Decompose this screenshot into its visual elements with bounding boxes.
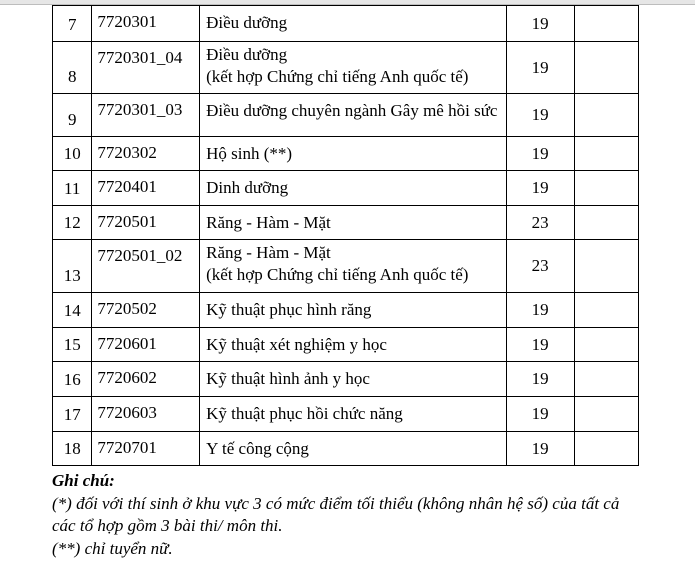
major-name	[200, 137, 506, 171]
major-name	[200, 94, 506, 137]
major-code: 7720701	[92, 432, 200, 466]
table-row	[53, 6, 639, 42]
empty-cell	[574, 6, 638, 42]
major-name-line: Y tế công cộng	[206, 439, 309, 458]
row-number: 9	[53, 94, 92, 137]
note-line-2: các tổ hợp gồm 3 bài thi/ môn thi.	[52, 516, 283, 535]
table-row	[53, 94, 639, 137]
major-name	[200, 206, 506, 240]
row-number: 13	[53, 240, 92, 293]
empty-cell	[574, 94, 638, 137]
major-name-line: (kết hợp Chứng chỉ tiếng Anh quốc tế)	[206, 67, 469, 86]
row-number: 17	[53, 397, 92, 432]
major-name-line: Hộ sinh (**)	[206, 144, 293, 163]
empty-cell	[574, 171, 638, 206]
major-name	[200, 6, 506, 42]
min-score: 19	[506, 171, 574, 206]
row-number: 11	[53, 171, 92, 206]
table-row	[53, 432, 639, 466]
major-name-line: Kỹ thuật phục hồi chức năng	[206, 404, 403, 423]
min-score: 19	[506, 6, 574, 42]
row-number: 18	[53, 432, 92, 466]
row-number: 8	[53, 42, 92, 94]
min-score: 19	[506, 397, 574, 432]
min-score: 19	[506, 42, 574, 94]
major-code: 7720602	[92, 362, 200, 397]
empty-cell	[574, 240, 638, 293]
table-row	[53, 42, 639, 94]
major-name-line: Răng - Hàm - Mặt	[206, 213, 331, 232]
major-code: 7720302	[92, 137, 200, 171]
row-number: 7	[53, 6, 92, 42]
empty-cell	[574, 137, 638, 171]
empty-cell	[574, 293, 638, 328]
major-name	[200, 240, 506, 293]
major-code: 7720301	[92, 6, 200, 42]
row-number: 16	[53, 362, 92, 397]
empty-cell	[574, 362, 638, 397]
min-score: 19	[506, 362, 574, 397]
major-name-line: Điều dưỡng chuyên ngành Gây mê hồi sức	[206, 101, 498, 120]
min-score: 19	[506, 94, 574, 137]
major-code: 7720301_03	[92, 94, 200, 137]
major-code: 7720502	[92, 293, 200, 328]
major-name-line: Điều dưỡng	[206, 45, 288, 64]
admission-score-table	[52, 5, 639, 466]
major-code: 7720401	[92, 171, 200, 206]
row-number: 10	[53, 137, 92, 171]
row-number: 15	[53, 328, 92, 362]
major-name	[200, 328, 506, 362]
min-score: 23	[506, 206, 574, 240]
empty-cell	[574, 42, 638, 94]
table-row	[53, 240, 639, 293]
major-name-line: Răng - Hàm - Mặt	[206, 243, 331, 262]
major-name	[200, 171, 506, 206]
major-code: 7720501_02	[92, 240, 200, 293]
major-name-line: Kỹ thuật xét nghiệm y học	[206, 335, 387, 354]
note-line-3: (**) chỉ tuyển nữ.	[52, 538, 173, 558]
major-name-line: Điều dưỡng	[206, 13, 288, 32]
min-score: 19	[506, 432, 574, 466]
notes-section	[52, 470, 672, 560]
table-row	[53, 137, 639, 171]
major-name	[200, 432, 506, 466]
note-line-1: (*) đối với thí sinh ở khu vực 3 có mức điểm tối thiểu (không nhân hệ số) của tất cả	[52, 493, 620, 513]
empty-cell	[574, 206, 638, 240]
table-body	[53, 6, 639, 466]
notes-title: Ghi chú:	[52, 471, 115, 490]
table-row	[53, 171, 639, 206]
major-name	[200, 293, 506, 328]
major-name	[200, 362, 506, 397]
major-name	[200, 42, 506, 94]
min-score: 19	[506, 137, 574, 171]
major-name-line: Dinh dưỡng	[206, 178, 289, 197]
table-row	[53, 362, 639, 397]
major-name-line: Kỹ thuật phục hình răng	[206, 300, 372, 319]
major-name-line: (kết hợp Chứng chỉ tiếng Anh quốc tế)	[206, 265, 469, 284]
table-row	[53, 206, 639, 240]
empty-cell	[574, 432, 638, 466]
major-name-line: Kỹ thuật hình ảnh y học	[206, 369, 370, 388]
table-row	[53, 293, 639, 328]
min-score: 19	[506, 328, 574, 362]
major-name	[200, 397, 506, 432]
table-row	[53, 328, 639, 362]
empty-cell	[574, 397, 638, 432]
major-code: 7720501	[92, 206, 200, 240]
major-code: 7720601	[92, 328, 200, 362]
min-score: 19	[506, 293, 574, 328]
major-code: 7720603	[92, 397, 200, 432]
row-number: 12	[53, 206, 92, 240]
row-number: 14	[53, 293, 92, 328]
empty-cell	[574, 328, 638, 362]
major-code: 7720301_04	[92, 42, 200, 94]
min-score: 23	[506, 240, 574, 293]
table-row	[53, 397, 639, 432]
